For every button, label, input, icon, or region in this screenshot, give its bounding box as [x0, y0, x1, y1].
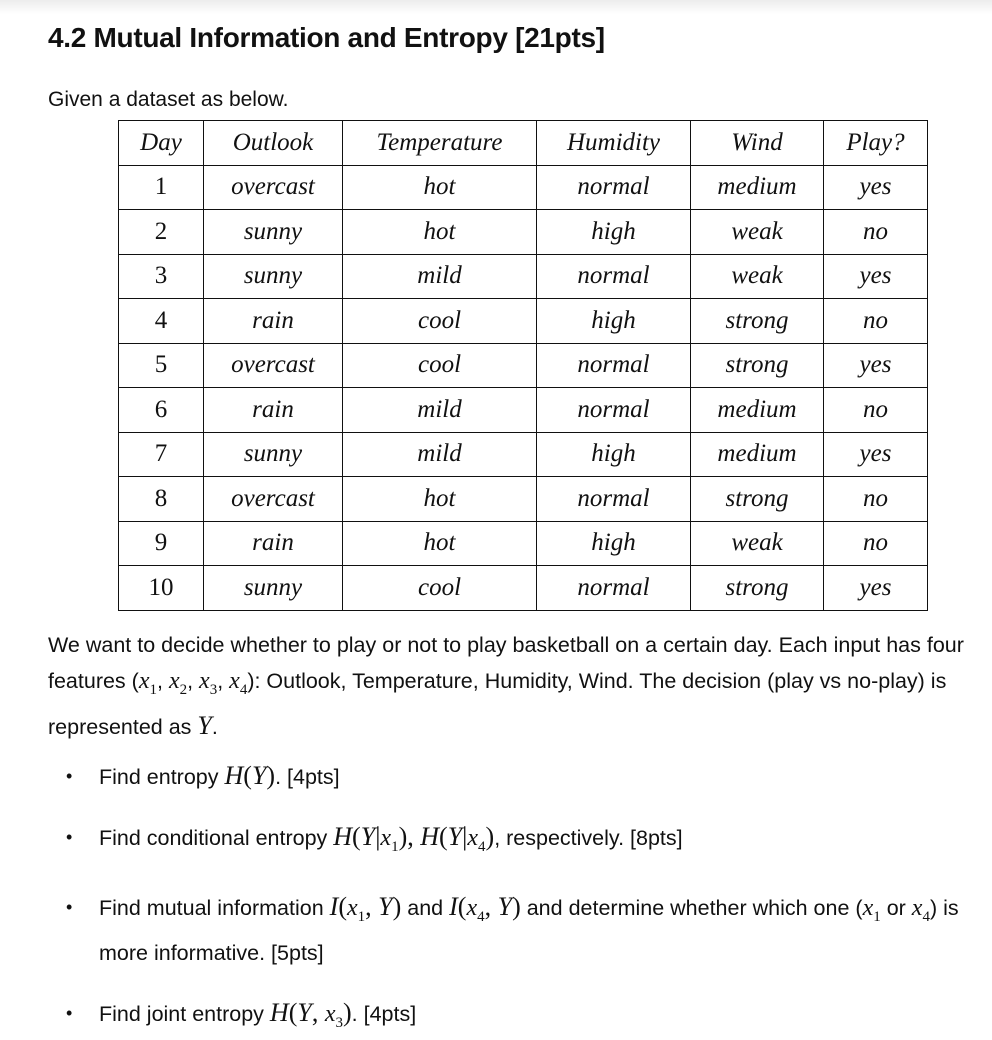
- table-body: [119, 165, 928, 610]
- top-edge-shadow: [0, 0, 992, 14]
- cell-outlook: overcast: [204, 165, 343, 210]
- cell-temperature: mild: [343, 432, 537, 477]
- cell-day: 5: [119, 343, 204, 388]
- target-y: Y: [197, 710, 212, 740]
- cell-wind: weak: [691, 210, 824, 255]
- bullet-icon: •: [66, 766, 73, 786]
- table-row: [119, 477, 928, 522]
- cell-humidity: high: [537, 521, 691, 566]
- cell-play: no: [824, 299, 928, 344]
- cell-play: yes: [824, 165, 928, 210]
- cell-outlook: rain: [204, 299, 343, 344]
- cell-day: 4: [119, 299, 204, 344]
- cell-humidity: high: [537, 432, 691, 477]
- cell-temperature: hot: [343, 521, 537, 566]
- table-row: [119, 521, 928, 566]
- description-text: We want to decide whether to play or not to play basketball on a certain day. Each input has four features (: [48, 633, 964, 693]
- feature-x2: $x_2$: [168, 668, 188, 698]
- cell-humidity: normal: [537, 477, 691, 522]
- feature-x1: $x_1$: [138, 668, 157, 698]
- task-mutual-information: • Find mutual information $I(x_1$, Y) and $I(x_4$, Y) and determine whether which one ($x_1$ or $x_4$) is more informative. [5pts]: [48, 889, 983, 971]
- cell-outlook: rain: [204, 388, 343, 433]
- cell-humidity: normal: [537, 388, 691, 433]
- task-joint-entropy: • Find joint entropy H(Y, $x_3$). [4pts]: [48, 995, 983, 1040]
- table-row: [119, 210, 928, 255]
- problem-description: We want to decide whether to play or not to play basketball on a certain day. Each input has four features ($x_1$, $x_2$, $x_3$, $x_4$): Outlook, Temperature, Humidity, Wind. The decision (play vs no-play) is represented as Y.: [48, 633, 964, 740]
- cell-day: 9: [119, 521, 204, 566]
- cell-play: no: [824, 210, 928, 255]
- table-row: [119, 165, 928, 210]
- cell-temperature: cool: [343, 299, 537, 344]
- cell-outlook: rain: [204, 521, 343, 566]
- table-row: [119, 343, 928, 388]
- column-header-wind: Wind: [691, 121, 824, 166]
- cell-outlook: overcast: [204, 477, 343, 522]
- cell-wind: medium: [691, 432, 824, 477]
- intro-text: Given a dataset as below.: [48, 88, 289, 111]
- cell-wind: strong: [691, 566, 824, 611]
- cell-play: yes: [824, 254, 928, 299]
- cell-wind: strong: [691, 343, 824, 388]
- cell-day: 6: [119, 388, 204, 433]
- table-row: [119, 254, 928, 299]
- cell-temperature: hot: [343, 165, 537, 210]
- cell-temperature: cool: [343, 566, 537, 611]
- cell-day: 10: [119, 566, 204, 611]
- column-header-play: Play?: [824, 121, 928, 166]
- cell-day: 3: [119, 254, 204, 299]
- cell-wind: strong: [691, 477, 824, 522]
- cell-temperature: hot: [343, 477, 537, 522]
- cell-temperature: cool: [343, 343, 537, 388]
- bullet-icon: •: [66, 896, 73, 917]
- cell-day: 1: [119, 165, 204, 210]
- cell-temperature: hot: [343, 210, 537, 255]
- cell-day: 2: [119, 210, 204, 255]
- cell-outlook: sunny: [204, 432, 343, 477]
- cell-play: yes: [824, 432, 928, 477]
- cell-outlook: sunny: [204, 254, 343, 299]
- table-header-row: [119, 121, 928, 166]
- cell-wind: weak: [691, 521, 824, 566]
- description-text-2: ): Outlook, Temperature, Humidity, Wind. The decision (play vs no-play) is represented as: [48, 669, 947, 739]
- cell-outlook: sunny: [204, 566, 343, 611]
- task-list: [48, 758, 983, 1040]
- cell-play: yes: [824, 566, 928, 611]
- cell-wind: medium: [691, 388, 824, 433]
- column-header-outlook: Outlook: [204, 121, 343, 166]
- feature-x4: $x_4$: [229, 668, 248, 698]
- column-header-day: Day: [119, 121, 204, 166]
- cell-humidity: high: [537, 210, 691, 255]
- feature-x3: $x_3$: [199, 668, 218, 698]
- cell-day: 7: [119, 432, 204, 477]
- column-header-temperature: Temperature: [343, 121, 537, 166]
- cell-play: no: [824, 477, 928, 522]
- cell-humidity: normal: [537, 566, 691, 611]
- cell-humidity: normal: [537, 254, 691, 299]
- cell-humidity: normal: [537, 343, 691, 388]
- table-row: [119, 566, 928, 611]
- cell-outlook: sunny: [204, 210, 343, 255]
- cell-wind: strong: [691, 299, 824, 344]
- dataset-table: [118, 120, 928, 611]
- section-title: 4.2 Mutual Information and Entropy [21pts]: [48, 22, 605, 53]
- column-header-humidity: Humidity: [537, 121, 691, 166]
- cell-outlook: overcast: [204, 343, 343, 388]
- table-row: [119, 432, 928, 477]
- bullet-icon: •: [66, 1002, 73, 1023]
- cell-temperature: mild: [343, 254, 537, 299]
- table-row: [119, 388, 928, 433]
- cell-wind: medium: [691, 165, 824, 210]
- cell-wind: weak: [691, 254, 824, 299]
- table-row: [119, 299, 928, 344]
- cell-play: yes: [824, 343, 928, 388]
- cell-day: 8: [119, 477, 204, 522]
- cell-humidity: normal: [537, 165, 691, 210]
- task-entropy: • Find entropy H(Y). [4pts]: [48, 758, 983, 795]
- cell-humidity: high: [537, 299, 691, 344]
- cell-play: no: [824, 388, 928, 433]
- task-conditional-entropy: • Find conditional entropy $H(Y|x_1)$, $H(Y|x_4)$, respectively. [8pts]: [48, 819, 983, 865]
- bullet-icon: •: [66, 827, 73, 847]
- cell-play: no: [824, 521, 928, 566]
- cell-temperature: mild: [343, 388, 537, 433]
